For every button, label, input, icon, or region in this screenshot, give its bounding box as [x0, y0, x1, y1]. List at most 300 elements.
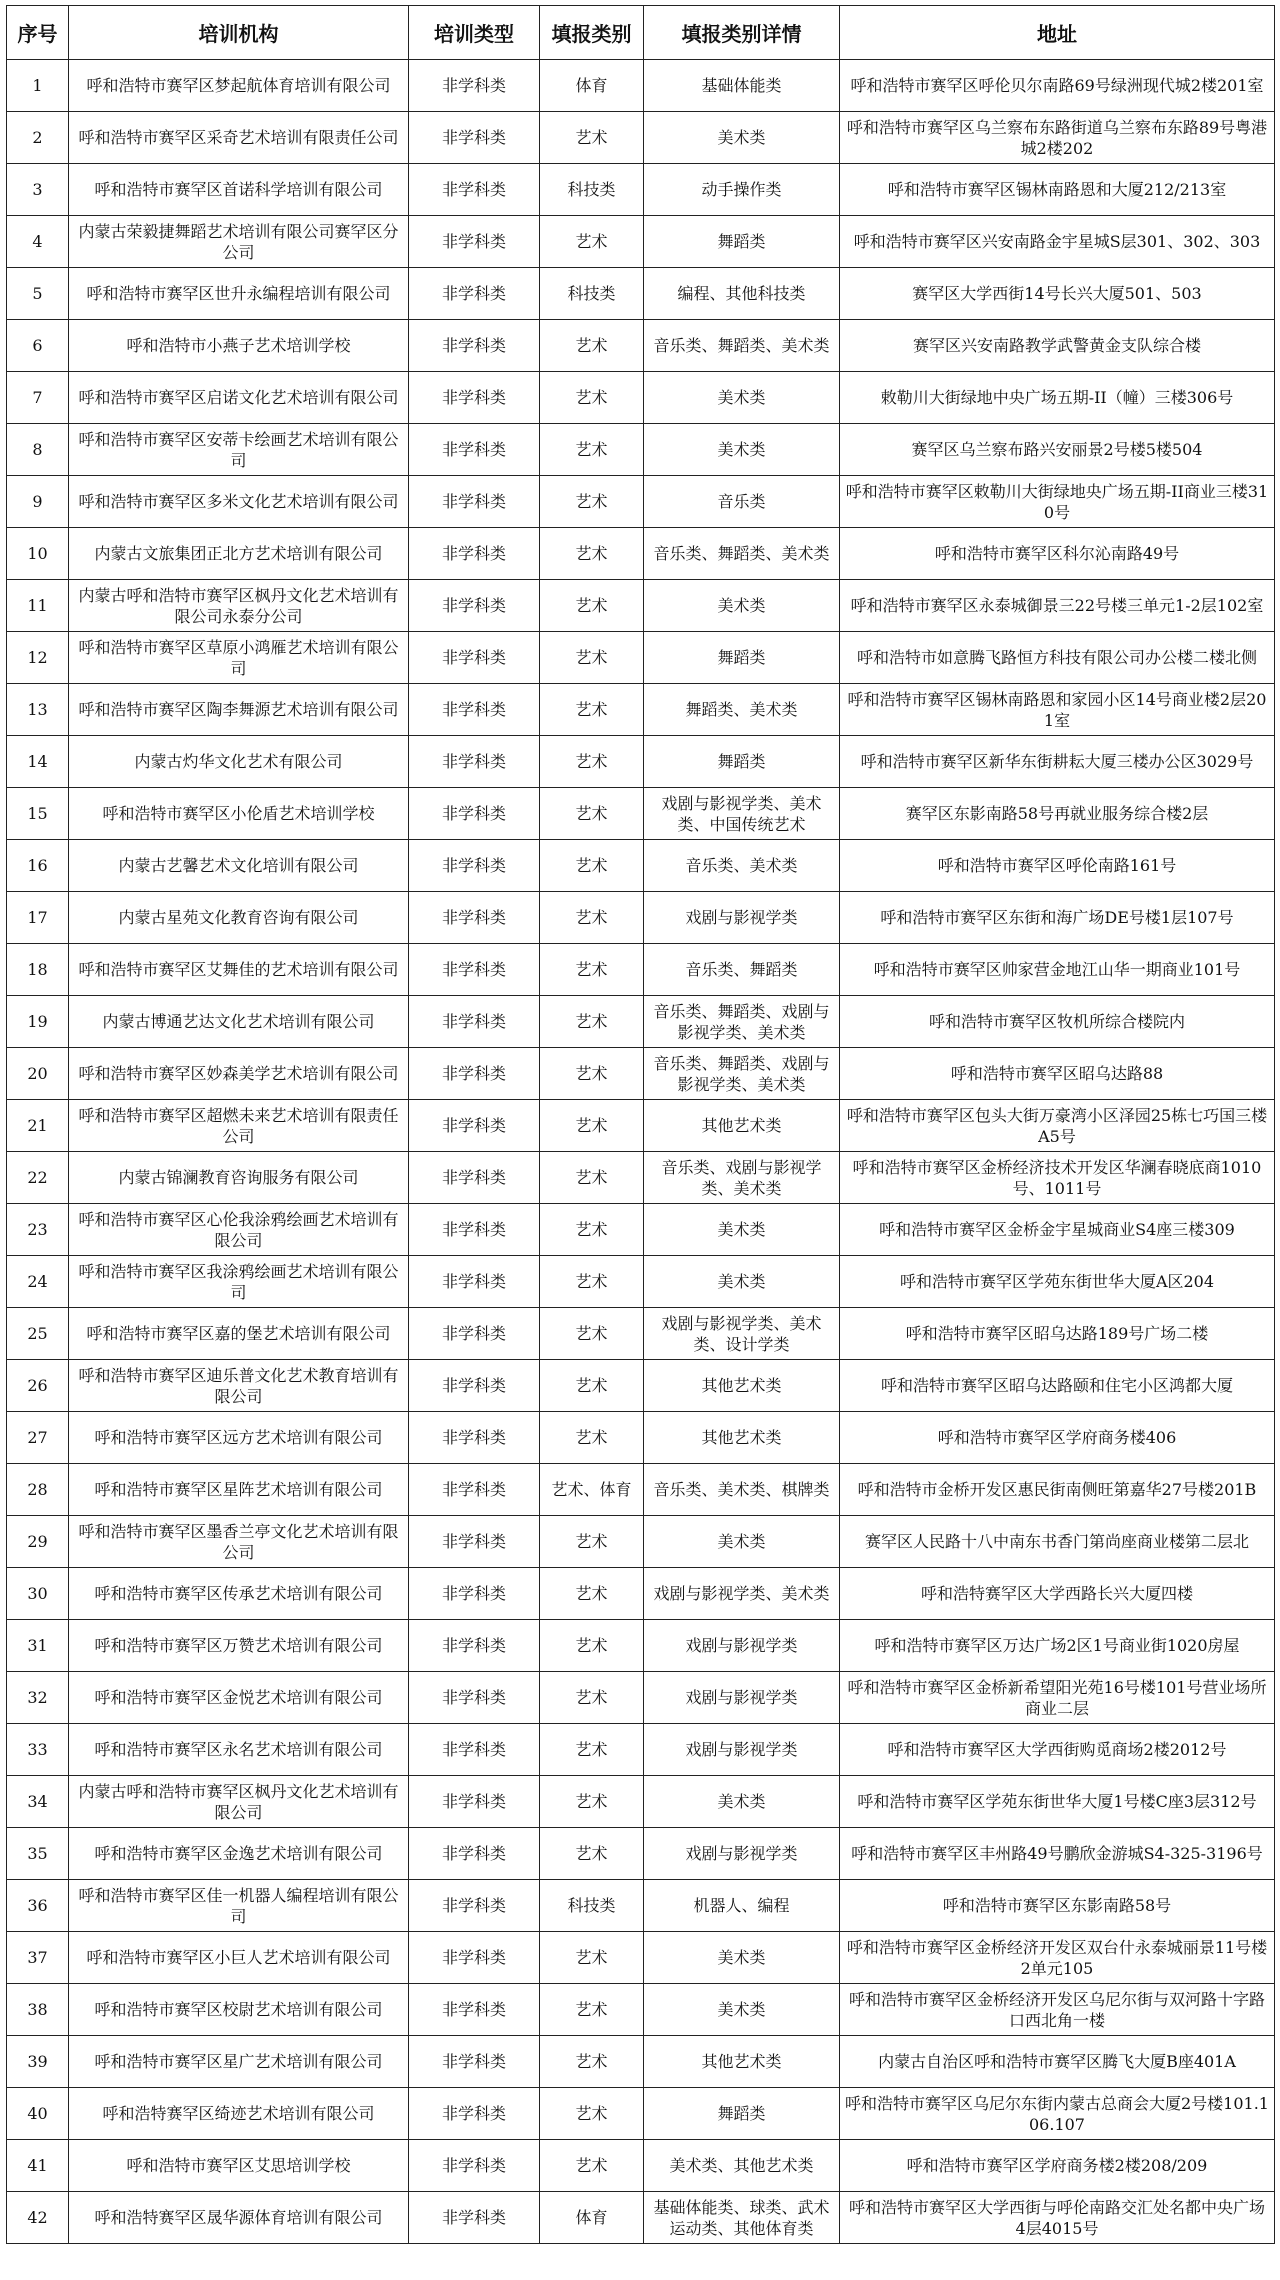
cell-category: 艺术: [540, 112, 644, 164]
cell-training-type: 非学科类: [409, 2036, 540, 2088]
cell-institution: 内蒙古博通艺达文化艺术培训有限公司: [69, 996, 409, 1048]
cell-category-details: 美术类: [644, 1984, 840, 2036]
cell-training-type: 非学科类: [409, 424, 540, 476]
table-row: [7, 476, 1275, 528]
cell-category-details: 美术类: [644, 424, 840, 476]
table-row: [7, 2192, 1275, 2244]
cell-address: 内蒙古自治区呼和浩特市赛罕区腾飞大厦B座401A: [840, 2036, 1275, 2088]
cell-institution: 呼和浩特市赛罕区迪乐普文化艺术教育培训有限公司: [69, 1360, 409, 1412]
cell-address: 呼和浩特市赛罕区乌尼尔东街内蒙古总商会大厦2号楼101.106.107: [840, 2088, 1275, 2140]
cell-serial-number: 12: [7, 632, 69, 684]
cell-training-type: 非学科类: [409, 528, 540, 580]
cell-serial-number: 3: [7, 164, 69, 216]
cell-category-details: 音乐类、戏剧与影视学类、美术类: [644, 1152, 840, 1204]
cell-institution: 呼和浩特赛罕区绮迹艺术培训有限公司: [69, 2088, 409, 2140]
cell-training-type: 非学科类: [409, 1100, 540, 1152]
header-address: 地址: [840, 6, 1275, 60]
table-row: [7, 424, 1275, 476]
cell-address: 呼和浩特市赛罕区乌兰察布东路街道乌兰察布东路89号粤港城2楼202: [840, 112, 1275, 164]
cell-training-type: 非学科类: [409, 1932, 540, 1984]
cell-category-details: 舞蹈类: [644, 2088, 840, 2140]
cell-address: 呼和浩特市赛罕区金桥金宇星城商业S4座三楼309: [840, 1204, 1275, 1256]
cell-address: 呼和浩特市赛罕区锡林南路恩和大厦212/213室: [840, 164, 1275, 216]
table-row: [7, 996, 1275, 1048]
cell-serial-number: 1: [7, 60, 69, 112]
cell-address: 呼和浩特市赛罕区新华东街耕耘大厦三楼办公区3029号: [840, 736, 1275, 788]
cell-institution: 内蒙古呼和浩特市赛罕区枫丹文化艺术培训有限公司永泰分公司: [69, 580, 409, 632]
cell-address: 呼和浩特市赛罕区学府商务楼406: [840, 1412, 1275, 1464]
cell-address: 呼和浩特市赛罕区金桥经济开发区双台什永泰城丽景11号楼2单元105: [840, 1932, 1275, 1984]
cell-category-details: 美术类: [644, 1516, 840, 1568]
table-row: [7, 2140, 1275, 2192]
cell-category: 艺术: [540, 1412, 644, 1464]
table-row: [7, 528, 1275, 580]
cell-training-type: 非学科类: [409, 1308, 540, 1360]
cell-category-details: 舞蹈类: [644, 216, 840, 268]
cell-category-details: 美术类: [644, 1776, 840, 1828]
table-row: [7, 840, 1275, 892]
cell-address: 呼和浩特市赛罕区牧机所综合楼院内: [840, 996, 1275, 1048]
cell-institution: 呼和浩特市赛罕区小伦盾艺术培训学校: [69, 788, 409, 840]
cell-address: 赛罕区乌兰察布路兴安丽景2号楼5楼504: [840, 424, 1275, 476]
cell-serial-number: 11: [7, 580, 69, 632]
cell-category: 艺术: [540, 840, 644, 892]
cell-category: 艺术: [540, 1204, 644, 1256]
cell-address: 呼和浩特市赛罕区昭乌达路189号广场二楼: [840, 1308, 1275, 1360]
cell-institution: 呼和浩特市赛罕区星阵艺术培训有限公司: [69, 1464, 409, 1516]
table-row: [7, 1360, 1275, 1412]
cell-category-details: 戏剧与影视学类、美术类、设计学类: [644, 1308, 840, 1360]
cell-training-type: 非学科类: [409, 1360, 540, 1412]
cell-institution: 呼和浩特市赛罕区校尉艺术培训有限公司: [69, 1984, 409, 2036]
cell-category: 艺术: [540, 1256, 644, 1308]
table-row: [7, 788, 1275, 840]
cell-serial-number: 8: [7, 424, 69, 476]
cell-training-type: 非学科类: [409, 944, 540, 996]
cell-address: 呼和浩特市赛罕区大学西街购觅商场2楼2012号: [840, 1724, 1275, 1776]
cell-address: 呼和浩特市赛罕区东影南路58号: [840, 1880, 1275, 1932]
cell-category: 艺术: [540, 1932, 644, 1984]
cell-address: 呼和浩特市赛罕区金桥经济技术开发区华澜春晓底商1010号、1011号: [840, 1152, 1275, 1204]
cell-serial-number: 17: [7, 892, 69, 944]
cell-category-details: 动手操作类: [644, 164, 840, 216]
cell-category-details: 戏剧与影视学类: [644, 892, 840, 944]
cell-serial-number: 31: [7, 1620, 69, 1672]
cell-address: 赛罕区大学西街14号长兴大厦501、503: [840, 268, 1275, 320]
cell-category-details: 音乐类、美术类、棋牌类: [644, 1464, 840, 1516]
table-row: [7, 1412, 1275, 1464]
cell-serial-number: 33: [7, 1724, 69, 1776]
cell-category-details: 美术类、其他艺术类: [644, 2140, 840, 2192]
cell-institution: 内蒙古艺馨艺术文化培训有限公司: [69, 840, 409, 892]
table-row: [7, 580, 1275, 632]
cell-serial-number: 2: [7, 112, 69, 164]
cell-institution: 内蒙古锦澜教育咨询服务有限公司: [69, 1152, 409, 1204]
cell-training-type: 非学科类: [409, 216, 540, 268]
cell-category-details: 音乐类、舞蹈类、美术类: [644, 320, 840, 372]
cell-serial-number: 21: [7, 1100, 69, 1152]
cell-training-type: 非学科类: [409, 1568, 540, 1620]
table-row: [7, 1776, 1275, 1828]
cell-institution: 呼和浩特市赛罕区采奇艺术培训有限责任公司: [69, 112, 409, 164]
cell-institution: 呼和浩特市赛罕区我涂鸦绘画艺术培训有限公司: [69, 1256, 409, 1308]
cell-training-type: 非学科类: [409, 892, 540, 944]
cell-serial-number: 4: [7, 216, 69, 268]
cell-training-type: 非学科类: [409, 1672, 540, 1724]
cell-institution: 呼和浩特市赛罕区超燃未来艺术培训有限责任公司: [69, 1100, 409, 1152]
cell-training-type: 非学科类: [409, 60, 540, 112]
cell-category: 艺术: [540, 1360, 644, 1412]
cell-institution: 呼和浩特市赛罕区金逸艺术培训有限公司: [69, 1828, 409, 1880]
cell-serial-number: 19: [7, 996, 69, 1048]
cell-category: 艺术: [540, 216, 644, 268]
cell-training-type: 非学科类: [409, 320, 540, 372]
table-row: [7, 1828, 1275, 1880]
table-body: [7, 60, 1275, 2244]
cell-category-details: 美术类: [644, 1932, 840, 1984]
cell-serial-number: 38: [7, 1984, 69, 2036]
cell-serial-number: 41: [7, 2140, 69, 2192]
cell-serial-number: 29: [7, 1516, 69, 1568]
cell-address: 赛罕区兴安南路教学武警黄金支队综合楼: [840, 320, 1275, 372]
cell-category: 艺术: [540, 2036, 644, 2088]
cell-training-type: 非学科类: [409, 580, 540, 632]
cell-category: 艺术: [540, 1620, 644, 1672]
table-row: [7, 1724, 1275, 1776]
cell-serial-number: 13: [7, 684, 69, 736]
cell-category: 艺术: [540, 320, 644, 372]
cell-serial-number: 10: [7, 528, 69, 580]
cell-training-type: 非学科类: [409, 1516, 540, 1568]
cell-training-type: 非学科类: [409, 1152, 540, 1204]
cell-institution: 呼和浩特市赛罕区启诺文化艺术培训有限公司: [69, 372, 409, 424]
cell-category-details: 机器人、编程: [644, 1880, 840, 1932]
cell-category: 艺术: [540, 528, 644, 580]
cell-category-details: 音乐类、舞蹈类: [644, 944, 840, 996]
cell-category-details: 美术类: [644, 1256, 840, 1308]
cell-address: 呼和浩特市赛罕区昭乌达路颐和住宅小区鸿都大厦: [840, 1360, 1275, 1412]
cell-training-type: 非学科类: [409, 2088, 540, 2140]
cell-address: 呼和浩特市赛罕区帅家营金地江山华一期商业101号: [840, 944, 1275, 996]
table-row: [7, 1152, 1275, 1204]
cell-address: 呼和浩特市赛罕区东街和海广场DE号楼1层107号: [840, 892, 1275, 944]
table-row: [7, 2088, 1275, 2140]
cell-institution: 内蒙古星苑文化教育咨询有限公司: [69, 892, 409, 944]
cell-training-type: 非学科类: [409, 788, 540, 840]
cell-institution: 呼和浩特市赛罕区多米文化艺术培训有限公司: [69, 476, 409, 528]
cell-serial-number: 20: [7, 1048, 69, 1100]
cell-category-details: 戏剧与影视学类: [644, 1672, 840, 1724]
cell-category-details: 音乐类、美术类: [644, 840, 840, 892]
cell-address: 呼和浩特市赛罕区昭乌达路88: [840, 1048, 1275, 1100]
cell-training-type: 非学科类: [409, 112, 540, 164]
cell-serial-number: 36: [7, 1880, 69, 1932]
cell-training-type: 非学科类: [409, 1204, 540, 1256]
cell-training-type: 非学科类: [409, 1464, 540, 1516]
cell-institution: 呼和浩特市赛罕区艾舞佳的艺术培训有限公司: [69, 944, 409, 996]
cell-institution: 呼和浩特市赛罕区小巨人艺术培训有限公司: [69, 1932, 409, 1984]
cell-address: 呼和浩特市赛罕区丰州路49号鹏欣金游城S4-325-3196号: [840, 1828, 1275, 1880]
cell-category-details: 其他艺术类: [644, 2036, 840, 2088]
table-row: [7, 1464, 1275, 1516]
table-row: [7, 1516, 1275, 1568]
cell-serial-number: 37: [7, 1932, 69, 1984]
cell-category-details: 其他艺术类: [644, 1412, 840, 1464]
table-row: [7, 320, 1275, 372]
cell-category-details: 音乐类: [644, 476, 840, 528]
cell-serial-number: 35: [7, 1828, 69, 1880]
cell-category: 艺术: [540, 1776, 644, 1828]
table-row: [7, 684, 1275, 736]
header-training-type: 培训类型: [409, 6, 540, 60]
cell-address: 呼和浩特市赛罕区科尔沁南路49号: [840, 528, 1275, 580]
cell-category-details: 美术类: [644, 580, 840, 632]
cell-institution: 呼和浩特市赛罕区远方艺术培训有限公司: [69, 1412, 409, 1464]
cell-category-details: 戏剧与影视学类: [644, 1620, 840, 1672]
table-row: [7, 112, 1275, 164]
cell-institution: 呼和浩特市赛罕区永名艺术培训有限公司: [69, 1724, 409, 1776]
cell-serial-number: 24: [7, 1256, 69, 1308]
cell-institution: 内蒙古灼华文化艺术有限公司: [69, 736, 409, 788]
cell-category: 体育: [540, 60, 644, 112]
cell-training-type: 非学科类: [409, 1412, 540, 1464]
cell-category: 艺术: [540, 1672, 644, 1724]
table-row: [7, 892, 1275, 944]
cell-serial-number: 25: [7, 1308, 69, 1360]
cell-category: 艺术: [540, 892, 644, 944]
cell-category: 艺术: [540, 1516, 644, 1568]
cell-institution: 呼和浩特市赛罕区安蒂卡绘画艺术培训有限公司: [69, 424, 409, 476]
cell-institution: 内蒙古文旅集团正北方艺术培训有限公司: [69, 528, 409, 580]
cell-category: 体育: [540, 2192, 644, 2244]
cell-serial-number: 27: [7, 1412, 69, 1464]
table-row: [7, 944, 1275, 996]
cell-category-details: 美术类: [644, 112, 840, 164]
cell-category-details: 戏剧与影视学类、美术类: [644, 1568, 840, 1620]
table-header-row: [7, 6, 1275, 60]
cell-training-type: 非学科类: [409, 372, 540, 424]
cell-address: 呼和浩特市如意腾飞路恒方科技有限公司办公楼二楼北侧: [840, 632, 1275, 684]
cell-category: 艺术: [540, 372, 644, 424]
cell-institution: 内蒙古荣毅捷舞蹈艺术培训有限公司赛罕区分公司: [69, 216, 409, 268]
cell-institution: 呼和浩特市赛罕区传承艺术培训有限公司: [69, 1568, 409, 1620]
header-category: 填报类别: [540, 6, 644, 60]
table-row: [7, 632, 1275, 684]
table-row: [7, 1568, 1275, 1620]
cell-institution: 呼和浩特市赛罕区梦起航体育培训有限公司: [69, 60, 409, 112]
cell-category: 艺术: [540, 1724, 644, 1776]
cell-address: 呼和浩特市赛罕区学苑东街世华大厦1号楼C座3层312号: [840, 1776, 1275, 1828]
cell-address: 赛罕区东影南路58号再就业服务综合楼2层: [840, 788, 1275, 840]
cell-serial-number: 5: [7, 268, 69, 320]
cell-address: 呼和浩特市赛罕区学府商务楼2楼208/209: [840, 2140, 1275, 2192]
table-row: [7, 1932, 1275, 1984]
cell-category: 科技类: [540, 1880, 644, 1932]
table-row: [7, 164, 1275, 216]
cell-training-type: 非学科类: [409, 2140, 540, 2192]
table-row: [7, 268, 1275, 320]
cell-category: 艺术: [540, 424, 644, 476]
cell-training-type: 非学科类: [409, 2192, 540, 2244]
cell-address: 呼和浩特市赛罕区呼伦贝尔南路69号绿洲现代城2楼201室: [840, 60, 1275, 112]
cell-institution: 呼和浩特市赛罕区陶李舞源艺术培训有限公司: [69, 684, 409, 736]
cell-category-details: 舞蹈类: [644, 736, 840, 788]
cell-serial-number: 7: [7, 372, 69, 424]
cell-institution: 呼和浩特市赛罕区墨香兰亭文化艺术培训有限公司: [69, 1516, 409, 1568]
table-row: [7, 2036, 1275, 2088]
cell-institution: 呼和浩特市赛罕区嘉的堡艺术培训有限公司: [69, 1308, 409, 1360]
cell-category: 艺术: [540, 788, 644, 840]
cell-serial-number: 14: [7, 736, 69, 788]
cell-institution: 呼和浩特市赛罕区金悦艺术培训有限公司: [69, 1672, 409, 1724]
cell-training-type: 非学科类: [409, 1256, 540, 1308]
cell-category: 艺术: [540, 1308, 644, 1360]
table-row: [7, 1620, 1275, 1672]
table-row: [7, 1672, 1275, 1724]
table-row: [7, 1204, 1275, 1256]
cell-institution: 呼和浩特市小燕子艺术培训学校: [69, 320, 409, 372]
table-row: [7, 1308, 1275, 1360]
cell-institution: 呼和浩特市赛罕区万赞艺术培训有限公司: [69, 1620, 409, 1672]
cell-category-details: 戏剧与影视学类、美术类、中国传统艺术: [644, 788, 840, 840]
cell-address: 呼和浩特市赛罕区金桥经济开发区乌尼尔街与双河路十字路口西北角一楼: [840, 1984, 1275, 2036]
cell-serial-number: 30: [7, 1568, 69, 1620]
cell-institution: 呼和浩特市赛罕区草原小鸿雁艺术培训有限公司: [69, 632, 409, 684]
cell-address: 呼和浩特赛罕区大学西路长兴大厦四楼: [840, 1568, 1275, 1620]
cell-serial-number: 22: [7, 1152, 69, 1204]
cell-institution: 呼和浩特赛罕区晟华源体育培训有限公司: [69, 2192, 409, 2244]
cell-category: 艺术: [540, 1100, 644, 1152]
cell-institution: 呼和浩特市赛罕区妙森美学艺术培训有限公司: [69, 1048, 409, 1100]
cell-category-details: 戏剧与影视学类: [644, 1828, 840, 1880]
cell-category-details: 其他艺术类: [644, 1100, 840, 1152]
cell-institution: 呼和浩特市赛罕区佳一机器人编程培训有限公司: [69, 1880, 409, 1932]
table-row: [7, 1100, 1275, 1152]
cell-category: 艺术: [540, 1828, 644, 1880]
cell-category-details: 音乐类、舞蹈类、美术类: [644, 528, 840, 580]
cell-training-type: 非学科类: [409, 1776, 540, 1828]
cell-category-details: 美术类: [644, 1204, 840, 1256]
training-institutions-table: [6, 5, 1275, 2244]
cell-institution: 内蒙古呼和浩特市赛罕区枫丹文化艺术培训有限公司: [69, 1776, 409, 1828]
cell-address: 呼和浩特市赛罕区敕勒川大街绿地央广场五期-II商业三楼310号: [840, 476, 1275, 528]
table-row: [7, 372, 1275, 424]
cell-training-type: 非学科类: [409, 268, 540, 320]
cell-address: 呼和浩特市赛罕区金桥新希望阳光苑16号楼101号营业场所商业二层: [840, 1672, 1275, 1724]
cell-category: 艺术: [540, 1568, 644, 1620]
cell-training-type: 非学科类: [409, 1048, 540, 1100]
cell-training-type: 非学科类: [409, 1880, 540, 1932]
cell-training-type: 非学科类: [409, 164, 540, 216]
header-serial-number: 序号: [7, 6, 69, 60]
cell-institution: 呼和浩特市赛罕区心伦我涂鸦绘画艺术培训有限公司: [69, 1204, 409, 1256]
cell-serial-number: 15: [7, 788, 69, 840]
cell-serial-number: 28: [7, 1464, 69, 1516]
cell-serial-number: 40: [7, 2088, 69, 2140]
cell-category-details: 音乐类、舞蹈类、戏剧与影视学类、美术类: [644, 996, 840, 1048]
header-category-details: 填报类别详情: [644, 6, 840, 60]
cell-category: 艺术: [540, 632, 644, 684]
cell-serial-number: 32: [7, 1672, 69, 1724]
cell-category: 艺术: [540, 684, 644, 736]
cell-category: 艺术: [540, 2140, 644, 2192]
cell-serial-number: 34: [7, 1776, 69, 1828]
cell-category: 艺术: [540, 476, 644, 528]
cell-training-type: 非学科类: [409, 476, 540, 528]
cell-category: 艺术: [540, 736, 644, 788]
cell-category-details: 其他艺术类: [644, 1360, 840, 1412]
cell-category-details: 基础体能类、球类、武术运动类、其他体育类: [644, 2192, 840, 2244]
cell-serial-number: 9: [7, 476, 69, 528]
cell-category: 艺术: [540, 1984, 644, 2036]
cell-category: 艺术: [540, 996, 644, 1048]
cell-category-details: 基础体能类: [644, 60, 840, 112]
cell-category-details: 舞蹈类、美术类: [644, 684, 840, 736]
cell-institution: 呼和浩特市赛罕区首诺科学培训有限公司: [69, 164, 409, 216]
cell-category-details: 编程、其他科技类: [644, 268, 840, 320]
cell-address: 呼和浩特市赛罕区锡林南路恩和家园小区14号商业楼2层201室: [840, 684, 1275, 736]
cell-training-type: 非学科类: [409, 996, 540, 1048]
cell-serial-number: 39: [7, 2036, 69, 2088]
cell-institution: 呼和浩特市赛罕区星广艺术培训有限公司: [69, 2036, 409, 2088]
cell-training-type: 非学科类: [409, 1828, 540, 1880]
cell-address: 呼和浩特市赛罕区兴安南路金宇星城S层301、302、303: [840, 216, 1275, 268]
cell-institution: 呼和浩特市赛罕区艾思培训学校: [69, 2140, 409, 2192]
cell-institution: 呼和浩特市赛罕区世升永编程培训有限公司: [69, 268, 409, 320]
cell-address: 呼和浩特市赛罕区万达广场2区1号商业街1020房屋: [840, 1620, 1275, 1672]
cell-category-details: 美术类: [644, 372, 840, 424]
cell-training-type: 非学科类: [409, 840, 540, 892]
cell-category-details: 戏剧与影视学类: [644, 1724, 840, 1776]
cell-category: 艺术: [540, 944, 644, 996]
cell-address: 敕勒川大街绿地中央广场五期-II（幢）三楼306号: [840, 372, 1275, 424]
cell-category: 艺术: [540, 2088, 644, 2140]
cell-address: 呼和浩特市赛罕区包头大街万豪湾小区泽园25栋七巧国三楼A5号: [840, 1100, 1275, 1152]
table-row: [7, 1880, 1275, 1932]
cell-address: 呼和浩特市赛罕区永泰城御景三22号楼三单元1-2层102室: [840, 580, 1275, 632]
cell-address: 呼和浩特市赛罕区呼伦南路161号: [840, 840, 1275, 892]
table-row: [7, 216, 1275, 268]
table-row: [7, 1256, 1275, 1308]
cell-serial-number: 16: [7, 840, 69, 892]
cell-category-details: 音乐类、舞蹈类、戏剧与影视学类、美术类: [644, 1048, 840, 1100]
cell-address: 赛罕区人民路十八中南东书香门第尚座商业楼第二层北: [840, 1516, 1275, 1568]
cell-category: 科技类: [540, 164, 644, 216]
cell-address: 呼和浩特市赛罕区大学西街与呼伦南路交汇处名都中央广场4层4015号: [840, 2192, 1275, 2244]
cell-training-type: 非学科类: [409, 1984, 540, 2036]
cell-training-type: 非学科类: [409, 1724, 540, 1776]
table-row: [7, 1048, 1275, 1100]
cell-serial-number: 6: [7, 320, 69, 372]
cell-training-type: 非学科类: [409, 632, 540, 684]
table-row: [7, 736, 1275, 788]
cell-training-type: 非学科类: [409, 684, 540, 736]
cell-category: 艺术: [540, 580, 644, 632]
cell-training-type: 非学科类: [409, 736, 540, 788]
cell-serial-number: 23: [7, 1204, 69, 1256]
cell-serial-number: 18: [7, 944, 69, 996]
table-row: [7, 60, 1275, 112]
header-institution: 培训机构: [69, 6, 409, 60]
cell-address: 呼和浩特市金桥开发区惠民街南侧旺第嘉华27号楼201B: [840, 1464, 1275, 1516]
cell-category: 艺术: [540, 1152, 644, 1204]
cell-category: 科技类: [540, 268, 644, 320]
cell-category: 艺术: [540, 1048, 644, 1100]
cell-category-details: 舞蹈类: [644, 632, 840, 684]
cell-address: 呼和浩特市赛罕区学苑东街世华大厦A区204: [840, 1256, 1275, 1308]
cell-serial-number: 42: [7, 2192, 69, 2244]
cell-serial-number: 26: [7, 1360, 69, 1412]
